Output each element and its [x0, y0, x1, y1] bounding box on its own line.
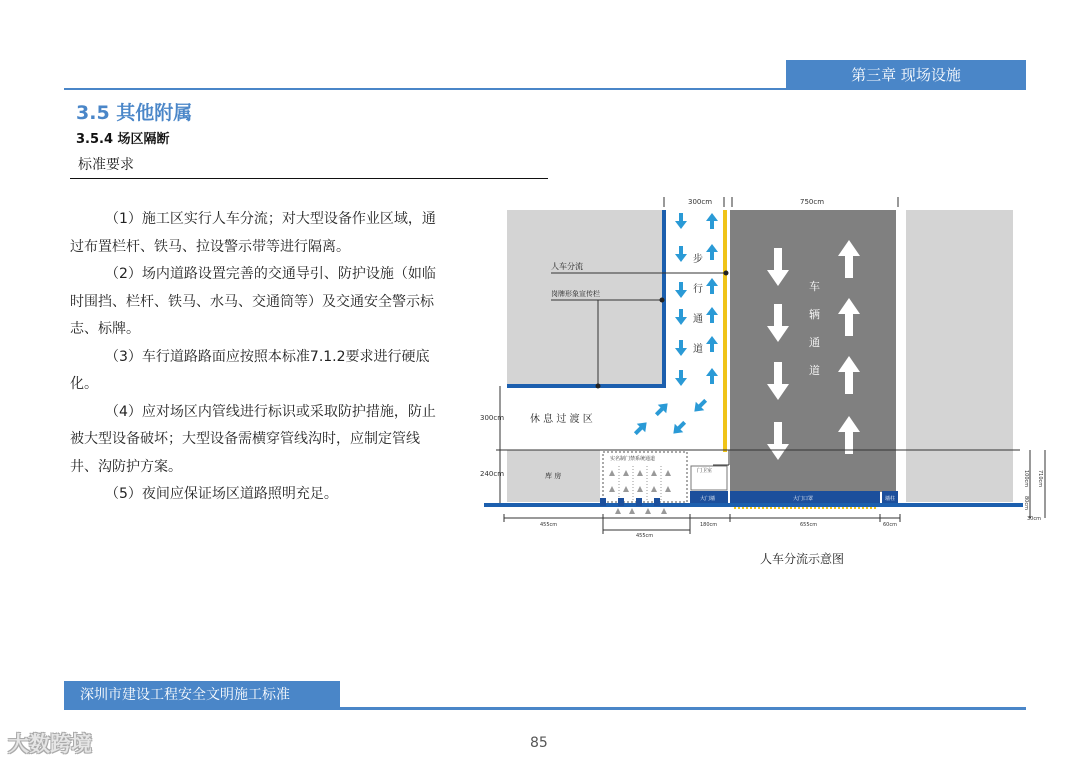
dim-top-walkway: 300cm: [688, 198, 713, 206]
dim-bottom-455b: 455cm: [636, 533, 654, 539]
dim-bottom-180: 180cm: [700, 522, 718, 528]
walk-arrow-down-icon: [675, 370, 687, 386]
paragraph-4: （4）应对场区内管线进行标识或采取防护措施，防止被大型设备破坏；大型设备需横穿管线沟时，应制定管线井、沟防护方案。: [70, 403, 436, 475]
walk-arrow-down-icon: [675, 282, 687, 298]
walkway-char-3: 通: [693, 314, 703, 325]
walk-arrow-up-icon: [706, 213, 718, 229]
subsection-title: 3.5.4 场区隔断: [76, 132, 170, 147]
road-char-1: 车: [809, 280, 820, 293]
gate-right-label: 墙柱: [885, 496, 896, 502]
dim-left-240: 240cm: [480, 470, 505, 478]
road-char-4: 道: [809, 364, 820, 377]
dim-left-300: 300cm: [480, 414, 505, 422]
dim-right-100: 100cm: [1023, 470, 1029, 488]
work-area-right: [906, 210, 1013, 502]
walkway-char-1: 步: [693, 254, 703, 265]
walkway-char-4: 道: [693, 344, 703, 355]
label-promo-board: 岗牌形象宣传栏: [551, 290, 600, 298]
dim-bottom-60: 60cm: [883, 522, 897, 528]
walk-arrow-down-icon: [675, 340, 687, 356]
walk-arrow-up-icon: [706, 244, 718, 260]
paragraph-1: （1）施工区实行人车分流；对大型设备作业区域，通过布置栏杆、铁马、拉设警示带等进行隔离。: [70, 211, 436, 255]
chapter-header: 第三章 现场设施: [786, 60, 1026, 90]
footer-rule: [64, 707, 1026, 710]
paragraph-2: （2）场内道路设置完善的交通导引、防护设施（如临时围挡、栏杆、铁马、水马、交通筒等）及交通安全警示标志、标牌。: [70, 266, 436, 337]
label-separation: 人车分流: [551, 262, 583, 271]
walk-arrow-down-icon: [675, 309, 687, 325]
yellow-divider: [723, 210, 727, 452]
dim-top-road: 750cm: [800, 198, 825, 206]
dim-right-710: 710cm: [1037, 470, 1043, 488]
dim-right-80: 80cm: [1023, 496, 1029, 510]
paragraph-5: （5）夜间应保证场区道路照明充足。: [105, 486, 338, 502]
walk-arrow-down-icon: [675, 213, 687, 229]
work-area-left: [507, 210, 662, 386]
diag-arrow-icon: [652, 399, 672, 419]
dim-bottom-455a: 455cm: [540, 522, 558, 528]
diag-arrow-icon: [631, 418, 651, 438]
section-title: 3.5 其他附属: [76, 102, 193, 124]
gate-left-label: 大门墙: [700, 496, 716, 502]
walk-arrow-up-icon: [706, 368, 718, 384]
footer-title: 深圳市建设工程安全文明施工标准: [64, 681, 340, 709]
dim-right-30: 30cm: [1027, 516, 1041, 522]
guard-room-label: 门卫室: [697, 468, 713, 474]
diag-arrow-icon: [690, 396, 710, 416]
walk-arrow-up-icon: [706, 278, 718, 294]
road-char-2: 辆: [809, 308, 820, 321]
gate-main-label: 大门口罩: [793, 496, 814, 502]
walkway-char-2: 行: [693, 284, 703, 295]
site-boundary-line: [484, 503, 1023, 507]
rest-area-label: 休 息 过 渡 区: [530, 414, 593, 425]
diagram-caption: 人车分流示意图: [760, 552, 845, 566]
walk-arrow-up-icon: [706, 336, 718, 352]
walk-arrow-up-icon: [706, 307, 718, 323]
dim-bottom-655: 655cm: [800, 522, 818, 528]
storage-room-label: 库 房: [545, 472, 562, 480]
watermark-logo: 大数跨境: [8, 732, 92, 756]
walk-arrow-down-icon: [675, 246, 687, 262]
paragraph-3: （3）车行道路路面应按照本标准7.1.2要求进行硬底化。: [70, 348, 430, 392]
standard-label: 标准要求: [78, 157, 134, 173]
diag-arrow-icon: [669, 418, 689, 438]
access-channel-label: 实名制门禁系统通道: [610, 456, 656, 462]
road-char-3: 通: [809, 336, 820, 349]
page-number: 85: [530, 735, 548, 751]
